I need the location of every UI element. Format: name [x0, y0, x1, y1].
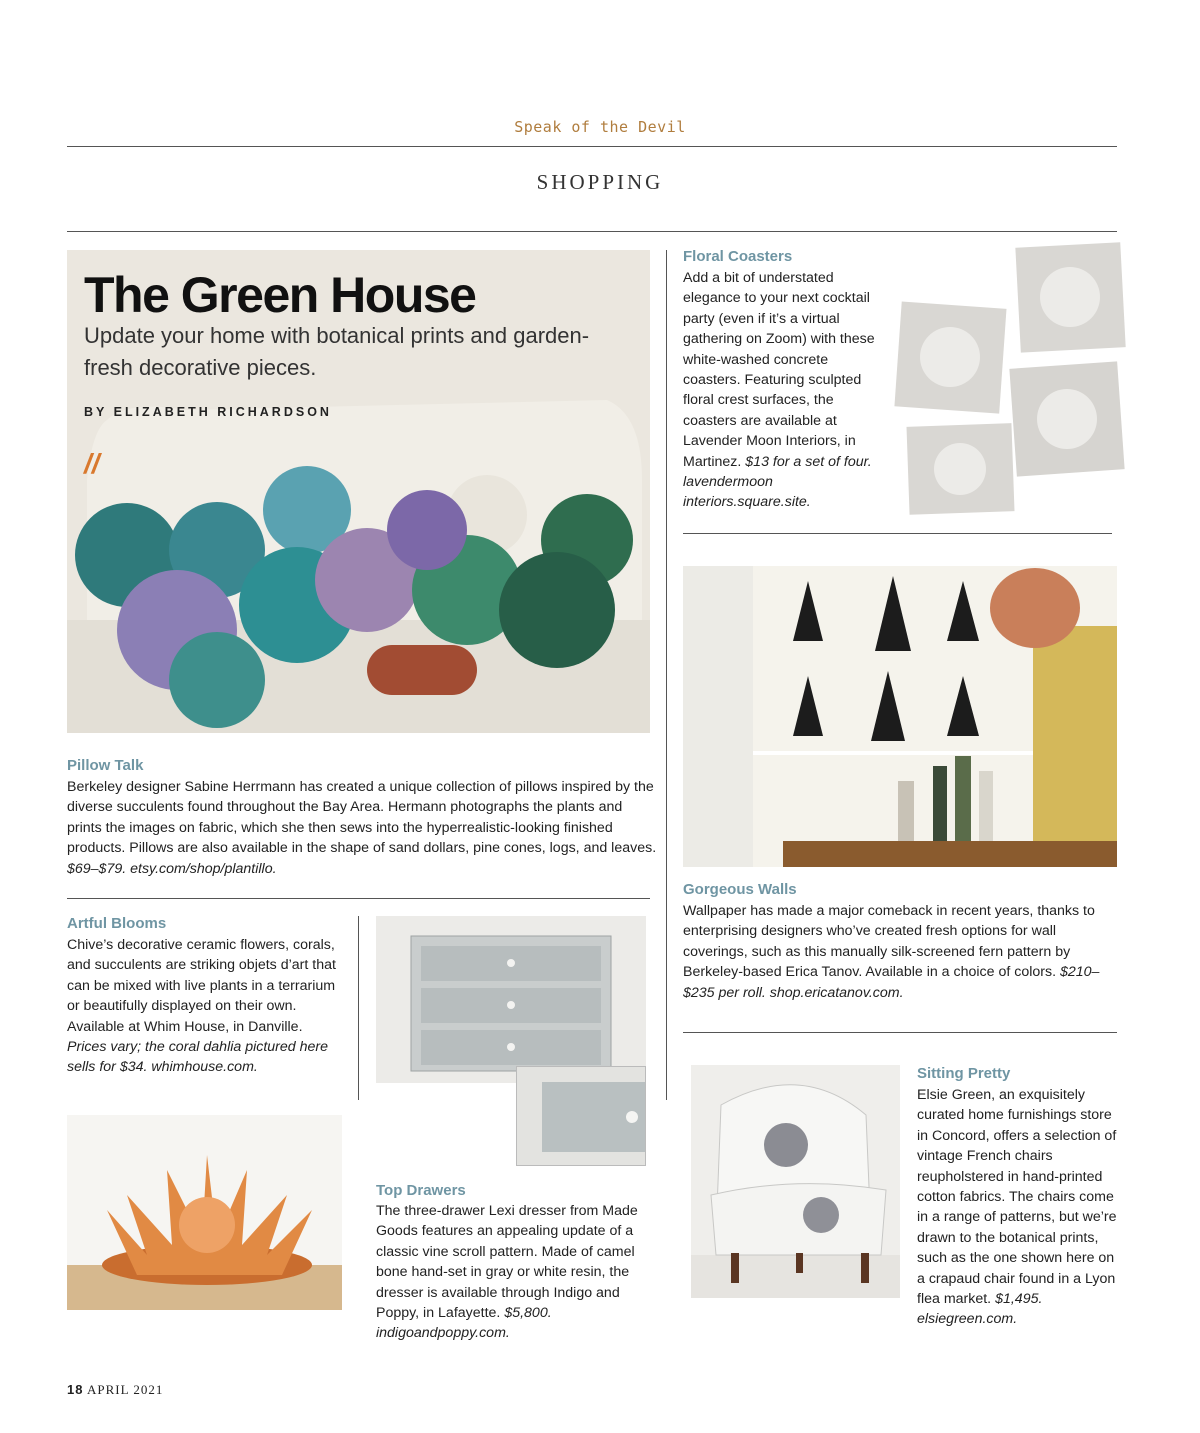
feature-byline: BY ELIZABETH RICHARDSON	[84, 405, 332, 419]
sitting-pretty-text	[917, 1085, 1117, 1330]
feature-title: The Green House	[84, 267, 476, 323]
floral-coasters-text	[683, 268, 883, 513]
ceramic-dahlia-illustration	[67, 1115, 342, 1310]
dresser-detail-photo	[516, 1066, 646, 1166]
coasters-rule	[683, 533, 1112, 534]
page-folio	[67, 1382, 163, 1398]
dresser-photo	[376, 916, 646, 1083]
gorgeous-walls-rule	[683, 1032, 1117, 1033]
header-rule-bottom	[67, 231, 1117, 232]
artful-blooms-body: Chive’s decorative ceramic flowers, corals, and succulents are striking objets d’art that can be mixed with live plants in a terrarium or beautifully displayed on their own. Available at Whim House, in Danville.	[67, 937, 336, 1035]
gorgeous-walls-price: $210–$235 per roll. shop.ericatanov.com.	[683, 964, 1100, 1001]
top-drawers-heading: Top Drawers	[376, 1182, 466, 1199]
pillow-talk-text	[67, 777, 657, 879]
pillow-talk-rule	[67, 898, 650, 899]
artful-blooms-price: Prices vary; the coral dahlia pictured here sells for $34. whimhouse.com.	[67, 1039, 329, 1076]
header-rule-top	[67, 146, 1117, 147]
feature-deck: Update your home with botanical prints and garden-fresh decorative pieces.	[84, 323, 590, 380]
page-number: 18	[67, 1382, 84, 1397]
top-drawers-text	[376, 1201, 651, 1344]
coasters-illustration	[893, 240, 1128, 520]
fern-wallpaper-photo	[683, 566, 1117, 867]
sitting-pretty-price: $1,495. elsiegreen.com.	[917, 1291, 1043, 1328]
accent-slash-mark: //	[84, 448, 100, 479]
pillow-talk-price: $69–$79. etsy.com/shop/plantillo.	[67, 860, 277, 877]
floral-coasters-body: Add a bit of understated elegance to your next cocktail party (even if it’s a virtual gathering on Zoom) with these white-washed concrete coasters. Featuring sculpted floral crest surfaces, the coasters are available at Lavender Moon Interiors, in Martinez.	[683, 270, 875, 470]
column-divider-main	[666, 250, 667, 1100]
gorgeous-walls-text	[683, 901, 1117, 1003]
artful-blooms-text	[67, 935, 342, 1078]
pillow-talk-heading: Pillow Talk	[67, 757, 144, 774]
top-drawers-price: $5,800. indigoandpoppy.com.	[376, 1305, 552, 1342]
gorgeous-walls-body: Wallpaper has made a major comeback in recent years, thanks to enterprising designers who’ve created fresh options for wall coverings, such as this manually silk-screened fern pattern by Berkeley-based Erica Tanov. Available in a choice of colors.	[683, 903, 1095, 981]
gorgeous-walls-heading: Gorgeous Walls	[683, 881, 797, 898]
pillow-talk-body: Berkeley designer Sabine Herrmann has created a unique collection of pillows inspired by the diverse succulents found throughout the Bay Area. Hermann photographs the plants and prints the images on fabric, which she then sews into the hyperrealistic-looking finished products. Pillows are also available in the shape of sand dollars, pine cones, logs, and leaves.	[67, 779, 657, 857]
sitting-pretty-heading: Sitting Pretty	[917, 1065, 1011, 1082]
ceramic-dahlia-photo	[67, 1115, 342, 1310]
floral-coasters-price: $13 for a set of four. lavendermoon interiors.square.site.	[683, 453, 872, 511]
artful-blooms-heading: Artful Blooms	[67, 915, 167, 932]
issue-date: APRIL 2021	[87, 1382, 164, 1397]
coasters-photo	[893, 240, 1128, 520]
floral-coasters-heading: Floral Coasters	[683, 248, 793, 265]
page-kicker: Speak of the Devil	[514, 118, 686, 136]
chair-photo	[691, 1065, 900, 1298]
dresser-detail-illustration	[517, 1067, 646, 1166]
chair-illustration	[691, 1065, 900, 1298]
dresser-illustration	[376, 916, 646, 1083]
top-drawers-body: The three-drawer Lexi dresser from Made Goods features an appealing update of a classic vine scroll pattern. Made of camel bone hand-set in gray or white resin, the dresser is available through Indigo and Poppy, in Lafayette.	[376, 1203, 638, 1322]
column-divider-lower	[358, 916, 359, 1100]
sitting-pretty-body: Elsie Green, an exquisitely curated home furnishings store in Concord, offers a selection of vintage French chairs reupholstered in hand-printed cotton fabrics. The chairs come in a range of patterns, but we’re drawn to the botanical prints, such as the one shown here on a crapaud chair found in a Lyon flea market.	[917, 1087, 1117, 1308]
fern-wallpaper-illustration	[683, 566, 1117, 867]
section-title: SHOPPING	[536, 170, 664, 194]
